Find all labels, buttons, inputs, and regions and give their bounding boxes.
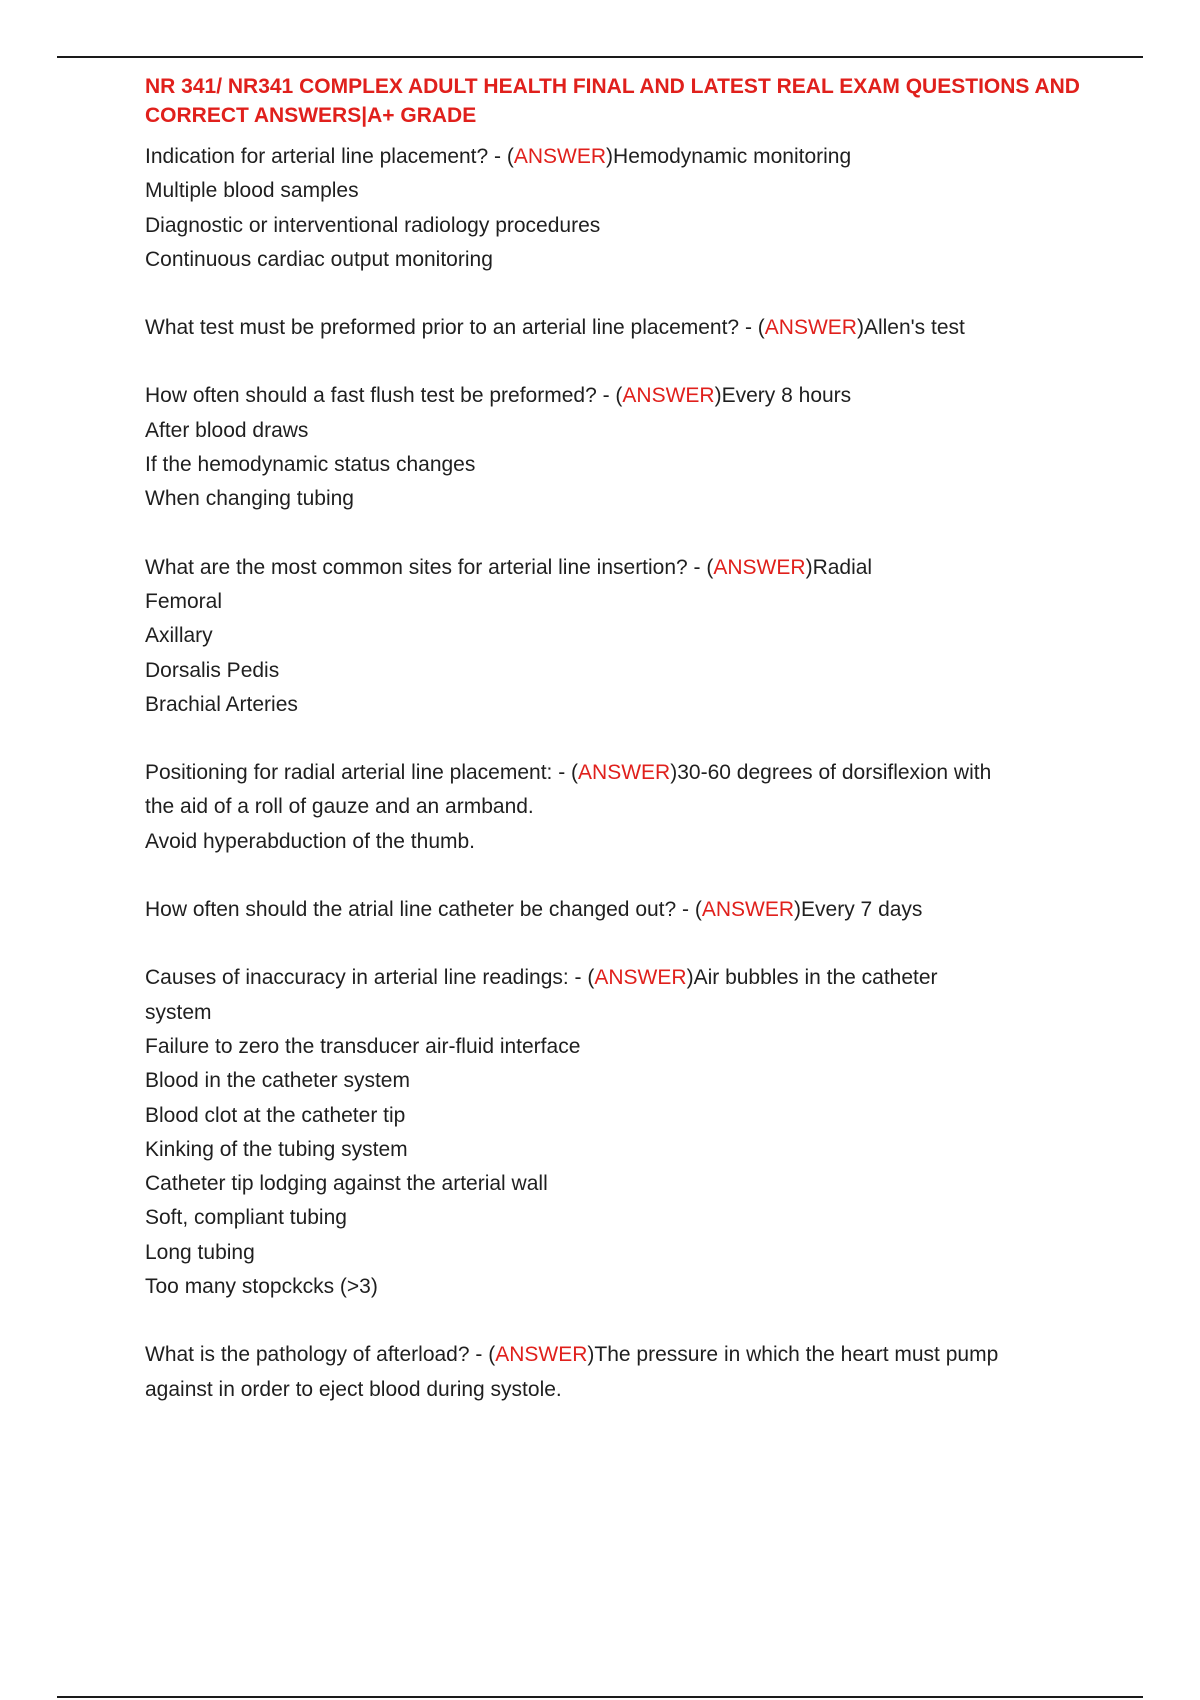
- qa-block: [145, 140, 1105, 277]
- top-rule: [57, 56, 1143, 58]
- question-text: Causes of inaccuracy in arterial line readings:: [145, 966, 569, 990]
- answer-line: Continuous cardiac output monitoring: [145, 247, 493, 271]
- answer-label: ANSWER: [764, 316, 857, 340]
- answer-text: Hemodynamic monitoring: [613, 145, 852, 168]
- qa-block: [145, 311, 1105, 345]
- question-text: What test must be preformed prior to an arterial line placement?: [145, 316, 740, 340]
- answer-line: Kinking of the tubing system: [145, 1137, 408, 1161]
- answer-prefix: - (: [676, 898, 702, 922]
- question-line: [145, 961, 1105, 995]
- qa-block: [145, 756, 1105, 859]
- document-title: NR 341/ NR341 COMPLEX ADULT HEALTH FINAL AND LATEST REAL EXAM QUESTIONS AND CORRECT ANSWERS|A+ GRADE: [145, 75, 1080, 127]
- answer-label: ANSWER: [594, 966, 687, 990]
- answer-label: ANSWER: [495, 1343, 588, 1367]
- answer-line: If the hemodynamic status changes: [145, 453, 476, 477]
- answer-text: Allen's test: [863, 316, 965, 340]
- answer-suffix: ): [686, 966, 694, 990]
- answer-line: When changing tubing: [145, 487, 354, 511]
- question-line: [145, 893, 1105, 927]
- answer-label: ANSWER: [622, 384, 715, 408]
- answer-line: After blood draws: [145, 418, 309, 442]
- answer-prefix: - (: [596, 384, 623, 408]
- answer-line: Blood in the catheter system: [145, 1069, 410, 1093]
- answer-prefix: - (: [488, 145, 514, 168]
- answer-text: The pressure in which the heart must pump: [594, 1343, 999, 1367]
- qa-block: [145, 893, 1105, 927]
- answer-suffix: ): [606, 145, 614, 168]
- answer-line: Soft, compliant tubing: [145, 1206, 347, 1230]
- answer-line: Too many stopckcks (>3): [145, 1275, 378, 1299]
- question-line: [145, 140, 1105, 174]
- answer-line: against in order to eject blood during systole.: [145, 1377, 562, 1401]
- answer-line: Avoid hyperabduction of the thumb.: [145, 829, 476, 853]
- answer-suffix: ): [714, 384, 722, 408]
- answer-label: ANSWER: [713, 555, 806, 579]
- question-line: [145, 1338, 1105, 1372]
- answer-line: Multiple blood samples: [145, 179, 359, 203]
- question-text: How often should a fast flush test be preformed?: [145, 384, 597, 408]
- question-line: [145, 311, 1105, 345]
- answer-suffix: ): [805, 555, 813, 579]
- question-text: What are the most common sites for arterial line insertion?: [145, 555, 688, 579]
- answer-line: Failure to zero the transducer air-fluid interface: [145, 1034, 581, 1058]
- answer-text: Radial: [812, 555, 873, 579]
- qa-block: [145, 1338, 1105, 1407]
- qa-block: [145, 379, 1105, 516]
- qa-block: [145, 961, 1105, 1304]
- question-line: [145, 551, 1105, 585]
- document-body: [145, 72, 1105, 1441]
- answer-suffix: ): [587, 1343, 595, 1367]
- answer-text: 30-60 degrees of dorsiflexion with: [677, 761, 992, 785]
- answer-suffix: ): [856, 316, 864, 340]
- question-text: What is the pathology of afterload?: [145, 1343, 470, 1367]
- answer-line: Brachial Arteries: [145, 692, 298, 716]
- question-text: Positioning for radial arterial line placement:: [145, 761, 553, 785]
- answer-suffix: ): [794, 898, 802, 922]
- question-line: [145, 756, 1105, 790]
- question-text: How often should the atrial line catheter be changed out?: [145, 898, 677, 922]
- answer-line: Femoral: [145, 589, 223, 613]
- answer-text: Every 7 days: [801, 898, 923, 922]
- answer-line: Blood clot at the catheter tip: [145, 1103, 406, 1127]
- bottom-rule: [57, 1696, 1143, 1698]
- answer-prefix: - (: [469, 1343, 496, 1367]
- answer-text: Every 8 hours: [721, 384, 852, 408]
- qa-block: [145, 551, 1105, 722]
- qa-list: [145, 140, 1105, 1407]
- answer-line: Diagnostic or interventional radiology procedures: [145, 213, 601, 237]
- answer-line: Catheter tip lodging against the arterial wall: [145, 1172, 548, 1196]
- answer-prefix: - (: [552, 761, 579, 785]
- answer-line: Long tubing: [145, 1240, 255, 1264]
- answer-label: ANSWER: [578, 761, 671, 785]
- answer-line: Axillary: [145, 624, 213, 648]
- answer-text: Air bubbles in the catheter: [693, 966, 938, 990]
- answer-label: ANSWER: [513, 145, 607, 168]
- question-line: [145, 379, 1105, 413]
- answer-suffix: ): [670, 761, 678, 785]
- answer-line: the aid of a roll of gauze and an armband.: [145, 795, 534, 819]
- answer-line: system: [145, 1000, 212, 1024]
- answer-label: ANSWER: [701, 898, 795, 922]
- answer-line: Dorsalis Pedis: [145, 658, 280, 682]
- answer-prefix: - (: [568, 966, 595, 990]
- answer-prefix: - (: [687, 555, 714, 579]
- answer-prefix: - (: [739, 316, 765, 340]
- question-text: Indication for arterial line placement?: [145, 145, 489, 168]
